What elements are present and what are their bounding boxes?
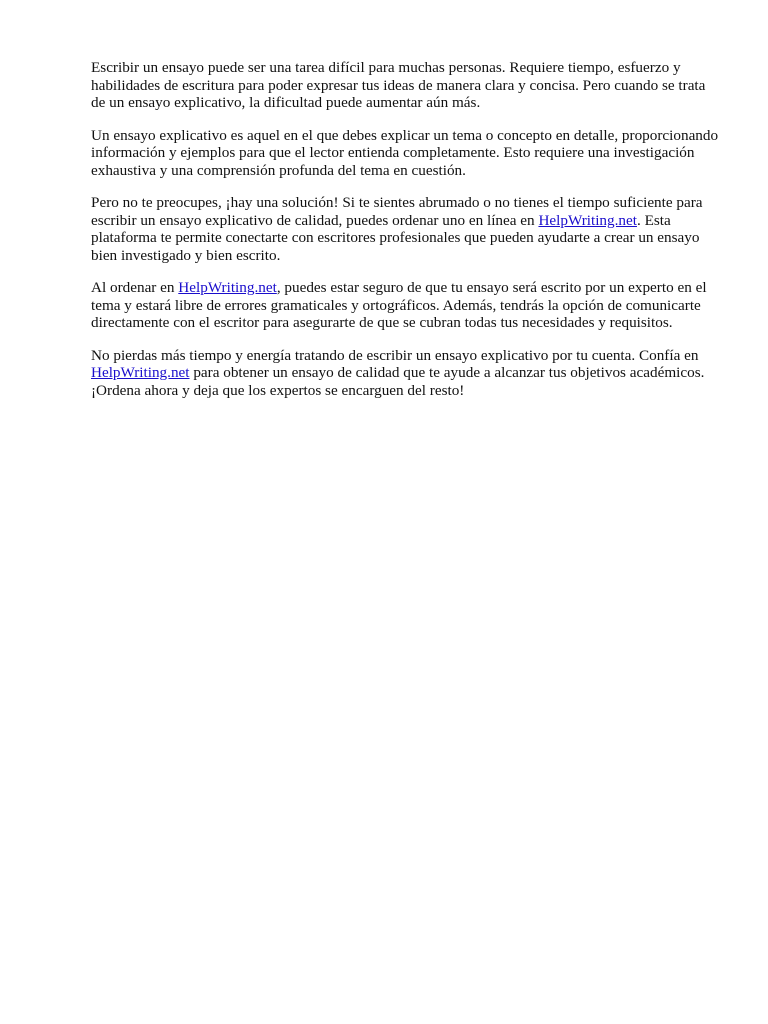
paragraph-text: Escribir un ensayo puede ser una tarea difícil para muchas personas. Requiere tiempo, esfuerzo y habilidades de escritura para poder expresar tus ideas de manera clara y concisa. Pero cuando se trata de un ensayo explicativo, la dificultad puede aumentar aún más. — [91, 59, 706, 111]
paragraph-text: Pero no te preocupes, ¡hay una solución! Si te sientes abrumado o no tienes el tiempo suficiente para escribir un ensayo explicativo de calidad, puedes ordenar uno en línea en — [91, 194, 703, 229]
paragraph-text: . Esta plataforma te permite conectarte con escritores profesionales que pueden ayudarte a crear un ensayo bien investigado y bien escrito. — [91, 211, 700, 264]
paragraph-text: No pierdas más tiempo y energía tratando de escribir un ensayo explicativo por tu cuenta. Confía en — [91, 346, 699, 364]
paragraph-text: Un ensayo explicativo es aquel en el que debes explicar un tema o concepto en detalle, proporcionando información y ejemplos para que el lector entienda completamente. Esto requiere una investigación exhaustiva y una comprensión profunda del tema en cuestión. — [91, 126, 719, 179]
paragraph-text: Al ordenar en — [91, 279, 179, 296]
helpwriting-link[interactable]: HelpWriting.net — [91, 364, 190, 381]
paragraph-text: , puedes estar seguro de que tu ensayo será escrito por un experto en el tema y estará libre de errores gramaticales y ortográficos. Además, tendrás la opción de comunicarte directamente con el escritor para asegurarte de que se cubran todas tus necesidades y requisitos. — [91, 279, 707, 331]
document-body — [91, 59, 723, 414]
paragraph-5 — [91, 347, 723, 400]
paragraph-4 — [91, 279, 723, 332]
paragraph-1 — [91, 59, 723, 112]
paragraph-3 — [91, 194, 723, 264]
helpwriting-link[interactable]: HelpWriting.net — [178, 279, 277, 296]
paragraph-text: para obtener un ensayo de calidad que te ayude a alcanzar tus objetivos académicos. ¡Ordena ahora y deja que los expertos se encarguen del resto! — [91, 364, 705, 399]
helpwriting-link[interactable]: HelpWriting.net — [538, 211, 637, 229]
paragraph-2 — [91, 127, 723, 180]
